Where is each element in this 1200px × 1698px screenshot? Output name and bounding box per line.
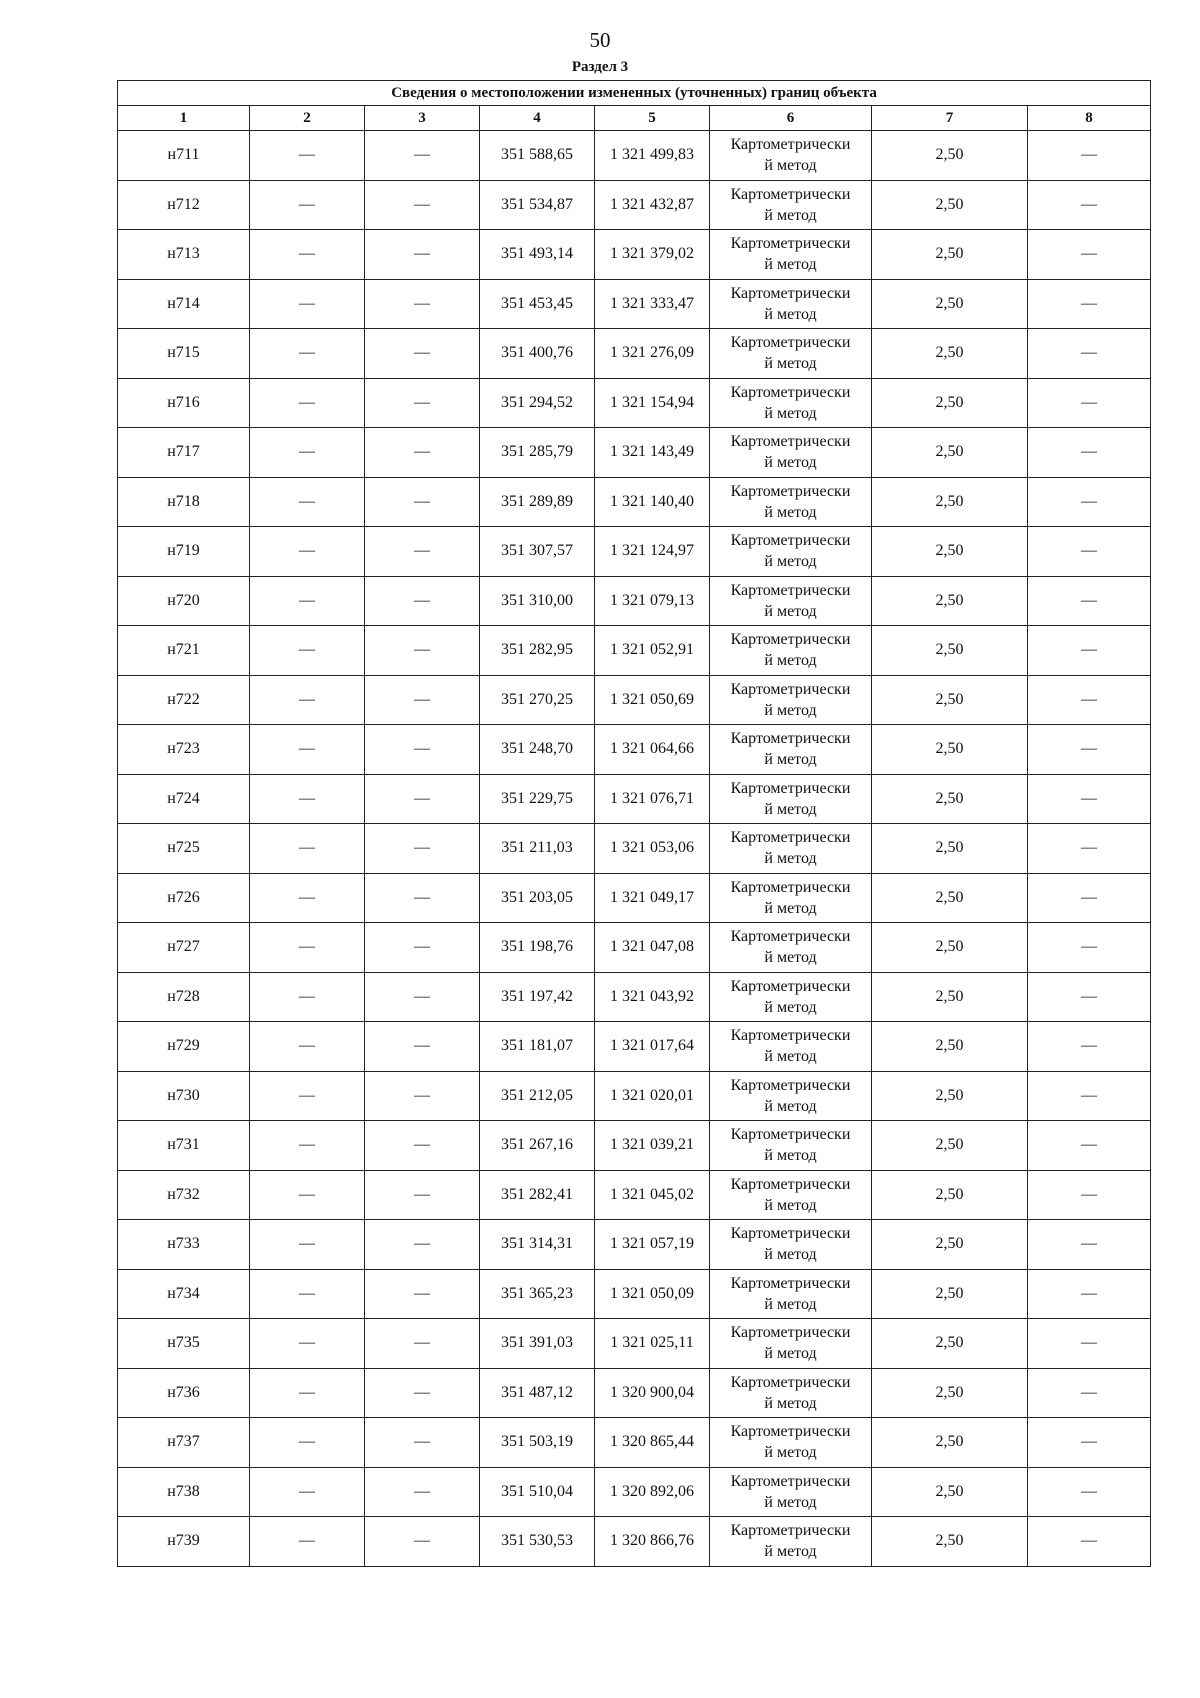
table-row: [118, 1368, 1151, 1418]
empty-cell: —: [365, 378, 480, 428]
accuracy-cell: 2,50: [872, 1418, 1028, 1468]
column-number: 6: [710, 106, 872, 131]
empty-cell: —: [1028, 774, 1151, 824]
table-row: [118, 527, 1151, 577]
empty-cell: —: [1028, 824, 1151, 874]
table-row: [118, 131, 1151, 181]
empty-cell: —: [250, 1517, 365, 1567]
x-coordinate-cell: 351 181,07: [480, 1022, 595, 1072]
y-coordinate-cell: 1 321 499,83: [595, 131, 710, 181]
empty-cell: —: [250, 972, 365, 1022]
coordinates-table: [117, 80, 1151, 1567]
accuracy-cell: 2,50: [872, 1220, 1028, 1270]
empty-cell: —: [365, 230, 480, 280]
accuracy-cell: 2,50: [872, 1319, 1028, 1369]
empty-cell: —: [1028, 329, 1151, 379]
column-number: 2: [250, 106, 365, 131]
accuracy-cell: 2,50: [872, 131, 1028, 181]
y-coordinate-cell: 1 321 053,06: [595, 824, 710, 874]
x-coordinate-cell: 351 314,31: [480, 1220, 595, 1270]
point-number-cell: н723: [118, 725, 250, 775]
method-cell: Картометрически й метод: [710, 1022, 872, 1072]
x-coordinate-cell: 351 493,14: [480, 230, 595, 280]
accuracy-cell: 2,50: [872, 1517, 1028, 1567]
empty-cell: —: [1028, 279, 1151, 329]
empty-cell: —: [365, 1467, 480, 1517]
point-number-cell: н730: [118, 1071, 250, 1121]
x-coordinate-cell: 351 365,23: [480, 1269, 595, 1319]
accuracy-cell: 2,50: [872, 1022, 1028, 1072]
empty-cell: —: [250, 675, 365, 725]
empty-cell: —: [1028, 873, 1151, 923]
table-caption-row: [118, 81, 1151, 106]
y-coordinate-cell: 1 321 276,09: [595, 329, 710, 379]
point-number-cell: н735: [118, 1319, 250, 1369]
empty-cell: —: [365, 1517, 480, 1567]
method-cell: Картометрически й метод: [710, 1418, 872, 1468]
method-cell: Картометрически й метод: [710, 279, 872, 329]
y-coordinate-cell: 1 321 050,69: [595, 675, 710, 725]
empty-cell: —: [1028, 1121, 1151, 1171]
x-coordinate-cell: 351 588,65: [480, 131, 595, 181]
table-row: [118, 378, 1151, 428]
accuracy-cell: 2,50: [872, 428, 1028, 478]
y-coordinate-cell: 1 321 052,91: [595, 626, 710, 676]
table-row: [118, 972, 1151, 1022]
x-coordinate-cell: 351 534,87: [480, 180, 595, 230]
point-number-cell: н720: [118, 576, 250, 626]
y-coordinate-cell: 1 321 432,87: [595, 180, 710, 230]
method-cell: Картометрически й метод: [710, 428, 872, 478]
y-coordinate-cell: 1 321 124,97: [595, 527, 710, 577]
method-cell: Картометрически й метод: [710, 873, 872, 923]
accuracy-cell: 2,50: [872, 576, 1028, 626]
empty-cell: —: [250, 1467, 365, 1517]
table-row: [118, 576, 1151, 626]
table-row: [118, 1170, 1151, 1220]
empty-cell: —: [250, 923, 365, 973]
accuracy-cell: 2,50: [872, 923, 1028, 973]
method-cell: Картометрически й метод: [710, 477, 872, 527]
x-coordinate-cell: 351 267,16: [480, 1121, 595, 1171]
y-coordinate-cell: 1 321 020,01: [595, 1071, 710, 1121]
point-number-cell: н713: [118, 230, 250, 280]
accuracy-cell: 2,50: [872, 279, 1028, 329]
x-coordinate-cell: 351 211,03: [480, 824, 595, 874]
method-cell: Картометрически й метод: [710, 972, 872, 1022]
x-coordinate-cell: 351 229,75: [480, 774, 595, 824]
empty-cell: —: [365, 824, 480, 874]
y-coordinate-cell: 1 321 140,40: [595, 477, 710, 527]
method-cell: Картометрически й метод: [710, 626, 872, 676]
table-row: [118, 1269, 1151, 1319]
x-coordinate-cell: 351 282,41: [480, 1170, 595, 1220]
table-row: [118, 1517, 1151, 1567]
y-coordinate-cell: 1 321 057,19: [595, 1220, 710, 1270]
method-cell: Картометрически й метод: [710, 1121, 872, 1171]
empty-cell: —: [1028, 1022, 1151, 1072]
method-cell: Картометрически й метод: [710, 1319, 872, 1369]
point-number-cell: н733: [118, 1220, 250, 1270]
accuracy-cell: 2,50: [872, 477, 1028, 527]
accuracy-cell: 2,50: [872, 675, 1028, 725]
empty-cell: —: [365, 1071, 480, 1121]
empty-cell: —: [250, 1319, 365, 1369]
method-cell: Картометрически й метод: [710, 180, 872, 230]
table-row: [118, 477, 1151, 527]
y-coordinate-cell: 1 321 039,21: [595, 1121, 710, 1171]
empty-cell: —: [365, 1121, 480, 1171]
empty-cell: —: [1028, 1517, 1151, 1567]
empty-cell: —: [1028, 230, 1151, 280]
empty-cell: —: [365, 329, 480, 379]
empty-cell: —: [250, 527, 365, 577]
empty-cell: —: [1028, 180, 1151, 230]
column-number: 7: [872, 106, 1028, 131]
table-row: [118, 873, 1151, 923]
empty-cell: —: [250, 230, 365, 280]
table-row: [118, 626, 1151, 676]
empty-cell: —: [365, 477, 480, 527]
y-coordinate-cell: 1 321 047,08: [595, 923, 710, 973]
table-row: [118, 230, 1151, 280]
y-coordinate-cell: 1 321 025,11: [595, 1319, 710, 1369]
point-number-cell: н711: [118, 131, 250, 181]
empty-cell: —: [1028, 725, 1151, 775]
y-coordinate-cell: 1 320 900,04: [595, 1368, 710, 1418]
accuracy-cell: 2,50: [872, 824, 1028, 874]
accuracy-cell: 2,50: [872, 527, 1028, 577]
point-number-cell: н719: [118, 527, 250, 577]
empty-cell: —: [250, 477, 365, 527]
empty-cell: —: [250, 824, 365, 874]
column-number: 4: [480, 106, 595, 131]
empty-cell: —: [250, 873, 365, 923]
empty-cell: —: [365, 1170, 480, 1220]
accuracy-cell: 2,50: [872, 1121, 1028, 1171]
point-number-cell: н718: [118, 477, 250, 527]
accuracy-cell: 2,50: [872, 329, 1028, 379]
empty-cell: —: [1028, 1220, 1151, 1270]
empty-cell: —: [250, 428, 365, 478]
column-number: 3: [365, 106, 480, 131]
method-cell: Картометрически й метод: [710, 824, 872, 874]
y-coordinate-cell: 1 321 379,02: [595, 230, 710, 280]
accuracy-cell: 2,50: [872, 1269, 1028, 1319]
point-number-cell: н736: [118, 1368, 250, 1418]
empty-cell: —: [1028, 1319, 1151, 1369]
empty-cell: —: [365, 1269, 480, 1319]
empty-cell: —: [365, 180, 480, 230]
x-coordinate-cell: 351 270,25: [480, 675, 595, 725]
column-number: 1: [118, 106, 250, 131]
x-coordinate-cell: 351 248,70: [480, 725, 595, 775]
empty-cell: —: [1028, 626, 1151, 676]
column-number: 5: [595, 106, 710, 131]
table-row: [118, 1220, 1151, 1270]
point-number-cell: н717: [118, 428, 250, 478]
x-coordinate-cell: 351 503,19: [480, 1418, 595, 1468]
point-number-cell: н722: [118, 675, 250, 725]
point-number-cell: н737: [118, 1418, 250, 1468]
empty-cell: —: [250, 774, 365, 824]
empty-cell: —: [1028, 576, 1151, 626]
empty-cell: —: [250, 1071, 365, 1121]
empty-cell: —: [1028, 477, 1151, 527]
empty-cell: —: [250, 131, 365, 181]
empty-cell: —: [1028, 527, 1151, 577]
x-coordinate-cell: 351 453,45: [480, 279, 595, 329]
table-row: [118, 824, 1151, 874]
x-coordinate-cell: 351 310,00: [480, 576, 595, 626]
accuracy-cell: 2,50: [872, 774, 1028, 824]
point-number-cell: н729: [118, 1022, 250, 1072]
y-coordinate-cell: 1 320 865,44: [595, 1418, 710, 1468]
table-row: [118, 1121, 1151, 1171]
accuracy-cell: 2,50: [872, 626, 1028, 676]
empty-cell: —: [365, 675, 480, 725]
empty-cell: —: [1028, 378, 1151, 428]
empty-cell: —: [1028, 1418, 1151, 1468]
accuracy-cell: 2,50: [872, 378, 1028, 428]
y-coordinate-cell: 1 321 049,17: [595, 873, 710, 923]
point-number-cell: н727: [118, 923, 250, 973]
x-coordinate-cell: 351 510,04: [480, 1467, 595, 1517]
x-coordinate-cell: 351 294,52: [480, 378, 595, 428]
accuracy-cell: 2,50: [872, 1467, 1028, 1517]
empty-cell: —: [1028, 1368, 1151, 1418]
x-coordinate-cell: 351 391,03: [480, 1319, 595, 1369]
y-coordinate-cell: 1 321 143,49: [595, 428, 710, 478]
empty-cell: —: [250, 279, 365, 329]
method-cell: Картометрически й метод: [710, 1517, 872, 1567]
point-number-cell: н728: [118, 972, 250, 1022]
y-coordinate-cell: 1 320 866,76: [595, 1517, 710, 1567]
point-number-cell: н739: [118, 1517, 250, 1567]
empty-cell: —: [250, 1022, 365, 1072]
method-cell: Картометрически й метод: [710, 1071, 872, 1121]
empty-cell: —: [365, 1022, 480, 1072]
y-coordinate-cell: 1 321 017,64: [595, 1022, 710, 1072]
point-number-cell: н716: [118, 378, 250, 428]
x-coordinate-cell: 351 400,76: [480, 329, 595, 379]
point-number-cell: н734: [118, 1269, 250, 1319]
table-row: [118, 725, 1151, 775]
method-cell: Картометрически й метод: [710, 230, 872, 280]
method-cell: Картометрически й метод: [710, 923, 872, 973]
accuracy-cell: 2,50: [872, 972, 1028, 1022]
table-row: [118, 1071, 1151, 1121]
empty-cell: —: [250, 576, 365, 626]
empty-cell: —: [365, 1418, 480, 1468]
table-caption: Сведения о местоположении измененных (уточненных) границ объекта: [118, 81, 1151, 106]
point-number-cell: н714: [118, 279, 250, 329]
table-row: [118, 1022, 1151, 1072]
table-row: [118, 774, 1151, 824]
method-cell: Картометрически й метод: [710, 1170, 872, 1220]
empty-cell: —: [1028, 972, 1151, 1022]
empty-cell: —: [250, 626, 365, 676]
y-coordinate-cell: 1 321 154,94: [595, 378, 710, 428]
empty-cell: —: [250, 1418, 365, 1468]
section-title: Раздел 3: [571, 59, 629, 75]
y-coordinate-cell: 1 321 079,13: [595, 576, 710, 626]
empty-cell: —: [250, 378, 365, 428]
point-number-cell: н724: [118, 774, 250, 824]
x-coordinate-cell: 351 212,05: [480, 1071, 595, 1121]
accuracy-cell: 2,50: [872, 1368, 1028, 1418]
empty-cell: —: [365, 527, 480, 577]
table-row: [118, 428, 1151, 478]
x-coordinate-cell: 351 487,12: [480, 1368, 595, 1418]
y-coordinate-cell: 1 321 045,02: [595, 1170, 710, 1220]
point-number-cell: н715: [118, 329, 250, 379]
x-coordinate-cell: 351 282,95: [480, 626, 595, 676]
empty-cell: —: [365, 576, 480, 626]
method-cell: Картометрически й метод: [710, 131, 872, 181]
point-number-cell: н726: [118, 873, 250, 923]
empty-cell: —: [365, 725, 480, 775]
accuracy-cell: 2,50: [872, 1170, 1028, 1220]
empty-cell: —: [1028, 675, 1151, 725]
empty-cell: —: [1028, 428, 1151, 478]
y-coordinate-cell: 1 321 050,09: [595, 1269, 710, 1319]
table-row: [118, 1467, 1151, 1517]
empty-cell: —: [250, 725, 365, 775]
point-number-cell: н731: [118, 1121, 250, 1171]
accuracy-cell: 2,50: [872, 873, 1028, 923]
column-number: 8: [1028, 106, 1151, 131]
x-coordinate-cell: 351 307,57: [480, 527, 595, 577]
empty-cell: —: [1028, 131, 1151, 181]
empty-cell: —: [365, 923, 480, 973]
y-coordinate-cell: 1 321 064,66: [595, 725, 710, 775]
method-cell: Картометрически й метод: [710, 1467, 872, 1517]
table-row: [118, 923, 1151, 973]
empty-cell: —: [365, 774, 480, 824]
point-number-cell: н725: [118, 824, 250, 874]
method-cell: Картометрически й метод: [710, 1269, 872, 1319]
method-cell: Картометрически й метод: [710, 329, 872, 379]
method-cell: Картометрически й метод: [710, 576, 872, 626]
empty-cell: —: [365, 279, 480, 329]
y-coordinate-cell: 1 320 892,06: [595, 1467, 710, 1517]
empty-cell: —: [365, 626, 480, 676]
table-row: [118, 329, 1151, 379]
empty-cell: —: [250, 1220, 365, 1270]
point-number-cell: н721: [118, 626, 250, 676]
empty-cell: —: [365, 972, 480, 1022]
empty-cell: —: [250, 1170, 365, 1220]
empty-cell: —: [365, 428, 480, 478]
page-number: 50: [589, 28, 611, 52]
point-number-cell: н712: [118, 180, 250, 230]
empty-cell: —: [365, 1319, 480, 1369]
column-number-row: [118, 106, 1151, 131]
empty-cell: —: [250, 1121, 365, 1171]
empty-cell: —: [365, 873, 480, 923]
table-row: [118, 180, 1151, 230]
empty-cell: —: [1028, 923, 1151, 973]
method-cell: Картометрически й метод: [710, 1220, 872, 1270]
x-coordinate-cell: 351 197,42: [480, 972, 595, 1022]
empty-cell: —: [365, 1368, 480, 1418]
method-cell: Картометрически й метод: [710, 725, 872, 775]
method-cell: Картометрически й метод: [710, 1368, 872, 1418]
x-coordinate-cell: 351 203,05: [480, 873, 595, 923]
y-coordinate-cell: 1 321 333,47: [595, 279, 710, 329]
method-cell: Картометрически й метод: [710, 675, 872, 725]
y-coordinate-cell: 1 321 076,71: [595, 774, 710, 824]
table-row: [118, 1418, 1151, 1468]
empty-cell: —: [250, 329, 365, 379]
empty-cell: —: [365, 131, 480, 181]
point-number-cell: н732: [118, 1170, 250, 1220]
table-row: [118, 279, 1151, 329]
accuracy-cell: 2,50: [872, 725, 1028, 775]
point-number-cell: н738: [118, 1467, 250, 1517]
empty-cell: —: [1028, 1071, 1151, 1121]
accuracy-cell: 2,50: [872, 1071, 1028, 1121]
empty-cell: —: [1028, 1170, 1151, 1220]
accuracy-cell: 2,50: [872, 230, 1028, 280]
table-row: [118, 1319, 1151, 1369]
accuracy-cell: 2,50: [872, 180, 1028, 230]
empty-cell: —: [250, 1269, 365, 1319]
x-coordinate-cell: 351 530,53: [480, 1517, 595, 1567]
method-cell: Картометрически й метод: [710, 774, 872, 824]
y-coordinate-cell: 1 321 043,92: [595, 972, 710, 1022]
empty-cell: —: [250, 1368, 365, 1418]
x-coordinate-cell: 351 285,79: [480, 428, 595, 478]
x-coordinate-cell: 351 198,76: [480, 923, 595, 973]
empty-cell: —: [1028, 1269, 1151, 1319]
empty-cell: —: [365, 1220, 480, 1270]
empty-cell: —: [1028, 1467, 1151, 1517]
table-row: [118, 675, 1151, 725]
empty-cell: —: [250, 180, 365, 230]
method-cell: Картометрически й метод: [710, 378, 872, 428]
table-body: [118, 131, 1151, 1567]
x-coordinate-cell: 351 289,89: [480, 477, 595, 527]
method-cell: Картометрически й метод: [710, 527, 872, 577]
